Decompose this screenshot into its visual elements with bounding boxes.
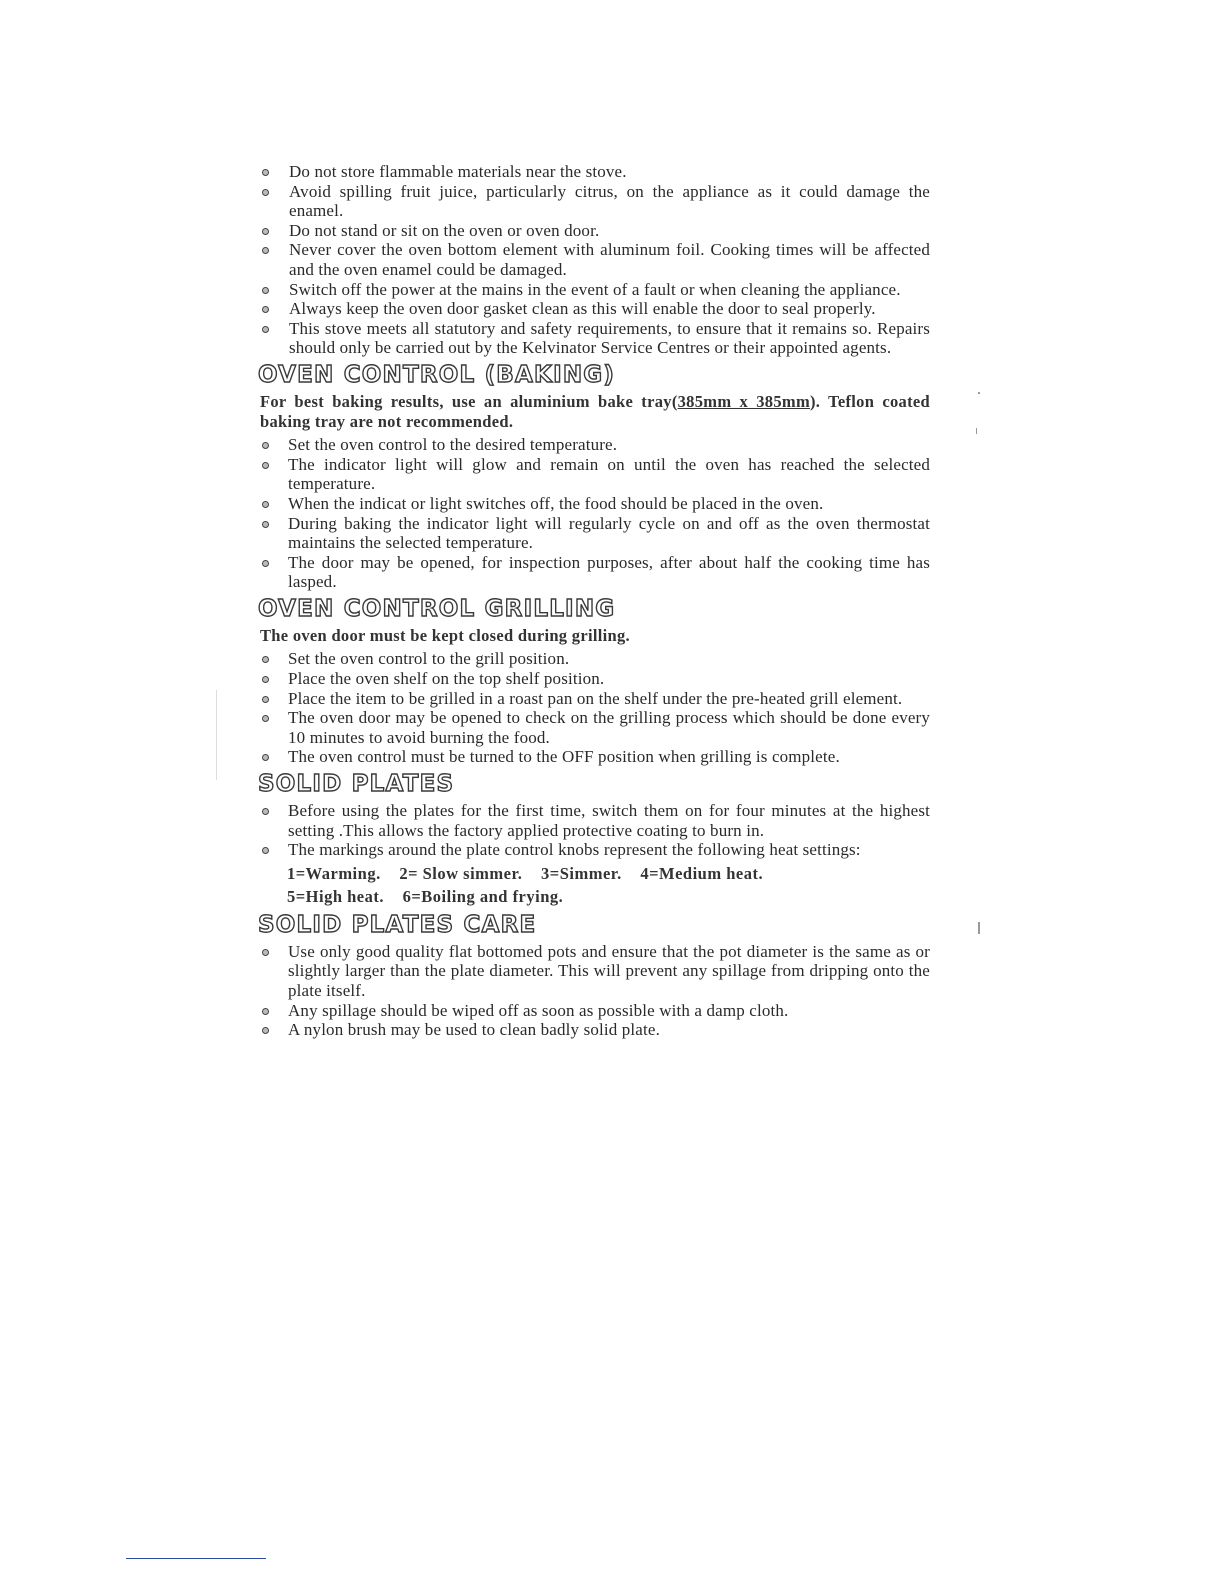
bullet-icon <box>262 189 269 196</box>
bullet-icon <box>262 287 269 294</box>
bullet-icon <box>262 501 269 508</box>
baking-list <box>258 435 930 592</box>
bullet-icon <box>262 1027 269 1034</box>
bullet-icon <box>262 676 269 683</box>
solid-plates-heading: SOLID PLATES <box>258 771 455 798</box>
heat-setting: 5=High heat. <box>287 886 384 906</box>
bullet-icon <box>262 696 269 703</box>
scan-speck <box>978 392 980 394</box>
list-item-text: Place the item to be grilled in a roast pan on the shelf under the pre-heated grill element. <box>288 688 903 708</box>
list-item-text: Do not store flammable materials near the stove. <box>289 162 627 181</box>
list-item-text: The door may be opened, for inspection purposes, after about half the cooking time has lasped. <box>288 552 930 592</box>
grilling-note: The oven door must be kept closed during grilling. <box>260 625 630 645</box>
list-item-text: Never cover the oven bottom element with aluminum foil. Cooking times will be affected and the oven enamel could be damaged. <box>289 240 930 279</box>
solid-plates-care-heading: SOLID PLATES CARE <box>258 911 537 938</box>
list-item <box>258 494 930 514</box>
list-item-text: During baking the indicator light will regularly cycle on and off as the oven thermostat maintains the selected temperature. <box>288 513 930 553</box>
bullet-icon <box>262 754 269 761</box>
list-item-text: The markings around the plate control knobs represent the following heat settings: <box>288 840 861 860</box>
list-item-text: The indicator light will glow and remain on until the oven has reached the selected temperature. <box>288 454 930 494</box>
footer-rule <box>126 1558 266 1559</box>
heat-settings <box>287 862 930 908</box>
list-item <box>258 1001 930 1021</box>
manual-page <box>258 162 930 1040</box>
list-item <box>258 514 930 553</box>
list-item-text: Switch off the power at the mains in the event of a fault or when cleaning the appliance. <box>289 279 901 299</box>
bullet-icon <box>262 169 269 176</box>
bullet-icon <box>262 306 269 313</box>
bullet-icon <box>262 949 269 956</box>
heat-settings-row <box>287 885 930 908</box>
list-item <box>258 221 930 241</box>
list-item-text: Any spillage should be wiped off as soon as possible with a damp cloth. <box>288 1000 789 1020</box>
bullet-icon <box>262 442 269 449</box>
list-item <box>258 840 930 860</box>
heat-setting: 2= Slow simmer. <box>399 863 523 883</box>
list-item <box>258 553 930 592</box>
list-item <box>258 649 930 669</box>
solid-plates-list <box>258 801 930 860</box>
bullet-icon <box>262 326 269 333</box>
list-item <box>258 162 930 182</box>
scan-speck <box>216 690 217 780</box>
baking-heading: OVEN CONTROL (BAKING) <box>258 361 616 388</box>
list-item-text: The oven door may be opened to check on the grilling process which should be done every 10 minutes to avoid burning the food. <box>288 708 930 747</box>
list-item-text: The oven control must be turned to the OFF position when grilling is complete. <box>288 747 840 767</box>
bullet-icon <box>262 462 269 469</box>
list-item <box>258 801 930 840</box>
scan-speck <box>976 428 977 434</box>
grilling-list <box>258 649 930 767</box>
list-item-text: Set the oven control to the grill position. <box>288 649 570 669</box>
list-item-text: Set the oven control to the desired temperature. <box>288 435 618 455</box>
list-item <box>258 240 930 279</box>
list-item <box>258 669 930 689</box>
baking-note <box>260 392 930 431</box>
list-item-text: Avoid spilling fruit juice, particularly citrus, on the appliance as it could damage the enamel. <box>289 181 930 221</box>
heat-settings-row <box>287 862 930 885</box>
list-item <box>258 708 930 747</box>
baking-note-size: 385mm x 385mm <box>677 391 810 411</box>
list-item-text: When the indicat or light switches off, the food should be placed in the oven. <box>288 493 824 513</box>
bullet-icon <box>262 228 269 235</box>
list-item <box>258 1020 930 1040</box>
baking-note-start: For best baking results, use an aluminium bake tray( <box>260 391 678 411</box>
list-item <box>258 435 930 455</box>
heat-setting: 3=Simmer. <box>541 863 622 883</box>
list-item-text: Use only good quality flat bottomed pots and ensure that the pot diameter is the same as or slightly larger than the plate diameter. This will prevent any spillage from dripping onto the plate itself. <box>288 941 930 1000</box>
list-item-text: Always keep the oven door gasket clean as this will enable the door to seal properly. <box>289 299 876 319</box>
bullet-icon <box>262 656 269 663</box>
list-item <box>258 299 930 319</box>
grilling-heading: OVEN CONTROL GRILLING <box>258 595 616 622</box>
baking-note-end: ). Teflon coated baking tray are not recommended. <box>260 391 930 431</box>
bullet-icon <box>262 1008 269 1015</box>
solid-plates-care-list <box>258 942 930 1040</box>
list-item-text: Place the oven shelf on the top shelf position. <box>288 669 605 689</box>
heat-setting: 4=Medium heat. <box>640 863 764 883</box>
bullet-icon <box>262 247 269 254</box>
scan-speck <box>978 922 980 934</box>
bullet-icon <box>262 715 269 722</box>
list-item <box>258 455 930 494</box>
list-item <box>258 689 930 709</box>
bullet-icon <box>262 560 269 567</box>
list-item <box>258 182 930 221</box>
list-item <box>258 280 930 300</box>
list-item <box>258 942 930 1001</box>
list-item-text: This stove meets all statutory and safety requirements, to ensure that it remains so. Repairs should only be carried out by the Kelvinator Service Centres or their appointed agents. <box>289 318 930 358</box>
bullet-icon <box>262 847 269 854</box>
list-item-text: A nylon brush may be used to clean badly solid plate. <box>288 1020 660 1040</box>
list-item <box>258 747 930 767</box>
list-item-text: Before using the plates for the first time, switch them on for four minutes at the highest setting .This allows the factory applied protective coating to burn in. <box>288 801 930 840</box>
bullet-icon <box>262 521 269 528</box>
list-item <box>258 319 930 358</box>
safety-list <box>258 162 930 358</box>
bullet-icon <box>262 808 269 815</box>
heat-setting: 1=Warming. <box>287 863 381 883</box>
heat-setting: 6=Boiling and frying. <box>402 886 564 906</box>
list-item-text: Do not stand or sit on the oven or oven door. <box>289 220 600 240</box>
